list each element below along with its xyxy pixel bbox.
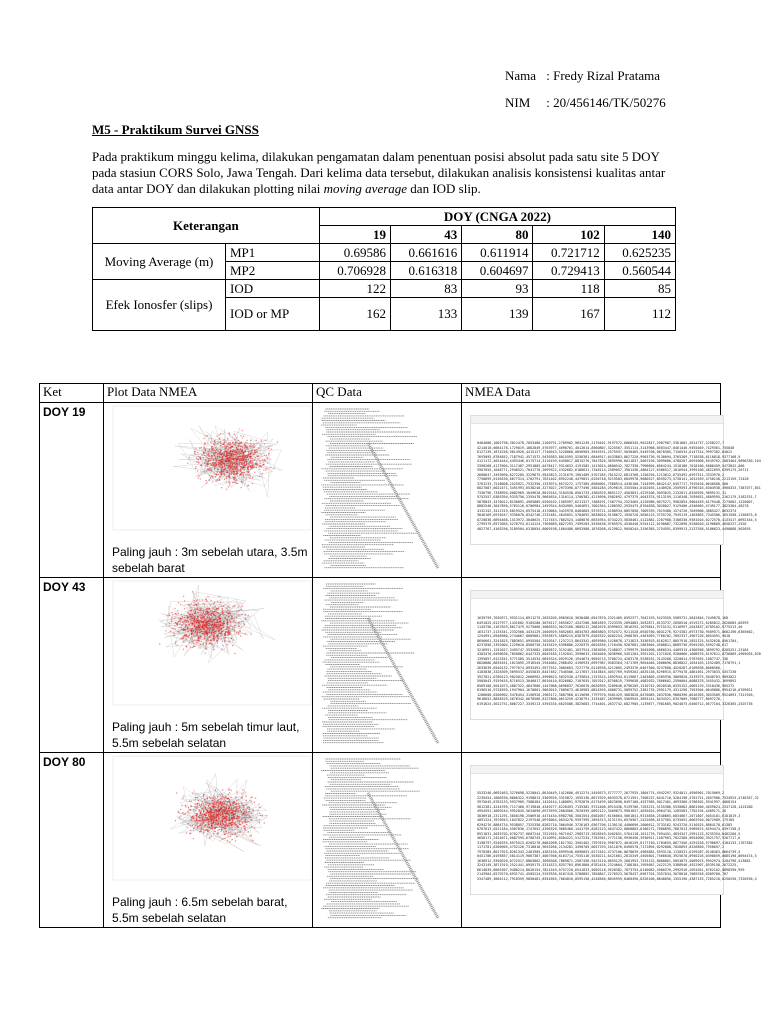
nim-row bbox=[505, 95, 666, 111]
table-cell: 133 bbox=[390, 298, 461, 331]
nmea-cell bbox=[462, 403, 761, 578]
intro-italic: moving average bbox=[323, 181, 408, 196]
qc-cell bbox=[313, 403, 462, 578]
plot-caption: Paling jauh : 3m sebelah utara, 3.5m sebelah barat bbox=[112, 544, 312, 576]
row-label: MP2 bbox=[226, 262, 320, 280]
notepad-screenshot bbox=[470, 590, 761, 720]
table-cell: 139 bbox=[462, 298, 533, 331]
doy-col: 140 bbox=[604, 226, 675, 244]
qc-data-image bbox=[313, 753, 458, 923]
name-row bbox=[505, 68, 660, 84]
col-header-ket: Ket bbox=[40, 384, 104, 403]
doy-col: 80 bbox=[462, 226, 533, 244]
table-cell: 0.560544 bbox=[604, 262, 675, 280]
nmea-plot-cell bbox=[104, 403, 313, 578]
table-cell: 0.661616 bbox=[390, 244, 461, 262]
table-row bbox=[40, 578, 721, 753]
row-label: MP1 bbox=[226, 244, 320, 262]
table-cell: 112 bbox=[604, 298, 675, 331]
table-cell: 162 bbox=[319, 298, 390, 331]
row-ket: DOY 80 bbox=[40, 753, 104, 928]
plots-table bbox=[39, 383, 761, 928]
qc-data-image bbox=[313, 578, 458, 748]
keterangan-header: Keterangan bbox=[93, 208, 320, 244]
doy-header: DOY (CNGA 2022) bbox=[319, 208, 675, 226]
notepad-titlebar bbox=[471, 766, 723, 774]
doy-col: 43 bbox=[390, 226, 461, 244]
nmea-cell bbox=[462, 578, 761, 753]
page-title: M5 - Praktikum Survei GNSS bbox=[92, 122, 259, 137]
qc-cell bbox=[313, 753, 462, 928]
table-cell: 118 bbox=[533, 280, 604, 298]
nmea-plot-cell bbox=[104, 753, 313, 928]
nmea-scatter-plot bbox=[112, 405, 312, 531]
qc-cell bbox=[313, 578, 462, 753]
col-header-nmea: NMEA Data bbox=[462, 384, 721, 403]
notepad-text: 0464086,1002798,3012478,7053486,2100791,2709902,9651249,2170101,9197572,6068345,9012817,2987987,5361682,2614737,2258227,7 4214010,6664178,1729019,1862849,5763977,4696761,4012614,8560807,3225507,3551114,3143968,8503447,8461446,9492049,7429361,755848 6127139,1874256,9814920,4415127,7746013,5226068,0056903,5945531,2575597,5030485,5449708,0878305,7156534,6147514,9997382,64022 7693095,8784852,7187942,4571572,9430383,8015595,5256381,6846917,6433883,8627220,9903736,9130094,3765289,7718538,6116818,9377168,9 4121172,4024444,4493446,0175714,3116199,6450817,8815276,7847826,3695990,6011837,5007536,3099686,4780207,6693008,6549762,2803464,9696330,104 3398268,4173904,3117487,2951865,0478417,9314653,4191582,1413024,0800542,7027330,7996604,6664244,1518186,7018166,5686459,5473842,066 5907655,1648771,2946521,7841770,2699322,4332682,6186631,7348114,2589057,1901436,4884127,6386517,1016944,3995160,4822059,6399175,26711 2680647,3493090,8272205,3229675,9543823,2131679,1901489,5707285,7815212,6813768,1156294,1213012,6735492,6597511,3333970,2 7758899,0136530,6677314,1702791,7631402,8952240,4479851,0156748,9219503,6849978,9680527,8559273,5730141,1012559,4750158,2213159,72428 3761233,7518608,2525921,7532350,1333974,8574272,1757385,8586001,7580914,4436108,7144999,8642147,6457717,7919426,0640568,560 8027087,6022471,3491993,6538240,3273027,2973396,8777496,5584285,2929619,3355504,0162055,1440920,2559593,8796316,0304938,3960333,7387077,851 7336796,7338994,0082969,1049628,8619244,3184538,0501733,4380329,8851127,4503831,4229106,3093625,2132811,8326595,9899131,31 9752557,0385394,9335756,2355478,9665634,1316114,1706382,4215698,5982692,4797379,4043374,9113199,1116348,7039652,4809595,2162179,3182331,7 5878843,3476012,8150091,4965889,0290102,1505997,6211327,7488191,7487754,2523465,4120986,6675271,9982894,9004459,6179448,7275602,1220607, 8882546,3047890,5763116,6706984,2459344,8434985,5464691,7002364,1280392,2935475,8764838,3028027,9129406,4346665,4749177,3825384,48278 4132152,3411319,6819524,6575418,4170084,3425978,8484683,9376721,4188934,0857856,7009339,7019480,1574726,7049608,3885427,0632374 3846169,6976547,9336070,8342746,2232481,4645051,5784692,5838010,9158672,1950726,5656215,3755720,7949119,1403863,7345306,1651558,1150875,8 0720838,6694468,1513972,3040625,7127453,7862524,1480876,6634954,0734223,5830481,4122882,2207988,3188338,9581016,0272578,4133417,0692344,5 2799379,6572665,5276753,6114124,7305689,6027293,7499283,5530438,9765975,4536448,9254112,6190887,7322896,9258620,4190809,4656237,2520 4027767,4165296,3109504,6318054,8009198,1604486,8692980,1876268,4129812,9050244,3156385,2754591,8399913,2137558,5186623,4490888,962055 bbox=[477, 441, 761, 531]
table-cell: 0.729413 bbox=[533, 262, 604, 280]
table-cell: 167 bbox=[533, 298, 604, 331]
notepad-titlebar bbox=[471, 591, 723, 599]
iono-group: Efek Ionosfer (slips) bbox=[93, 280, 226, 331]
table-cell: 83 bbox=[390, 280, 461, 298]
intro-paragraph bbox=[92, 149, 682, 197]
col-header-plot: Plot Data NMEA bbox=[104, 384, 313, 403]
intro-text-end: dan IOD slip. bbox=[407, 181, 481, 196]
nmea-cell bbox=[462, 753, 759, 928]
table-cell: 85 bbox=[604, 280, 675, 298]
notepad-titlebar bbox=[471, 416, 723, 424]
notepad-screenshot bbox=[470, 765, 759, 895]
row-ket: DOY 43 bbox=[40, 578, 104, 753]
table-cell: 0.69586 bbox=[319, 244, 390, 262]
name-value: : Fredy Rizal Pratama bbox=[546, 68, 660, 83]
nim-label: NIM bbox=[505, 95, 531, 110]
table-cell: 93 bbox=[462, 280, 533, 298]
row-label: IOD bbox=[226, 280, 320, 298]
plot-caption: Paling jauh : 6.5m sebelah barat, 5.5m sebelah selatan bbox=[112, 894, 312, 926]
col-header-qc: QC Data bbox=[313, 384, 462, 403]
table-cell: 0.604697 bbox=[462, 262, 533, 280]
notepad-menubar bbox=[471, 774, 723, 781]
nmea-plot-cell bbox=[104, 578, 313, 753]
table-cell: 122 bbox=[319, 280, 390, 298]
notepad-menubar bbox=[471, 599, 723, 606]
nim-value: : 20/456146/TK/50276 bbox=[546, 95, 666, 110]
summary-table bbox=[92, 207, 676, 331]
doy-col: 19 bbox=[319, 226, 390, 244]
table-cell: 0.721712 bbox=[533, 244, 604, 262]
table-cell: 0.611914 bbox=[462, 244, 533, 262]
table-row bbox=[40, 403, 721, 578]
doy-col: 102 bbox=[533, 226, 604, 244]
notepad-text: 1639759,7030371,9531114,8911275,2635205,0963616,3636488,0547870,2321409,6592377,7642193,5423559,5589731,5842844,7449878,168 6491025,0127977,1431602,9105280,5076117,5655627,4347206,3081859,7223339,2894083,3032871,8133737,2658510,4919272,6285812,2626685,66399 1145756,1167829,8617479,9275066,5080332,9623168,3805212,2682076,6399053,3816293,1079841,9715131,9116997,2043837,6789102,9775313,46 1631737,2135341,2332568,4434129,2040929,5852603,0034763,8605803,5752572,9211528,0920780,0041276,9274302,6973730,9509571,0602196,6365662, 1254991,6948980,2744667,8089081,9393875,5009215,6367079,6265532,0402254,2908765,4463059,7760782,7892337,4967226,6054591,9018 8656661,3241825,7883651,0955584,7620347,1237213,8643342,4895980,1420078,1711823,3536553,6162817,8057918,2852125,5432628,0561704, 6237056,2392004,1229010,8560730,3435429,6396886,2220375,6626356,1716450,9207681,2863664,4588811,8689736,9945250,5592748,617 3216951,1252627,3495747,5532682,1585872,3152401,1037924,2383036,7248037,1799979,3645098,4860534,4409315,4360958,3899792,8265251,23184 4303470,0496636,7850862,6447325,6049185,1192841,3590633,1564040,3036966,5451284,3951201,1371826,9200066,1008576,6197611,6736089,4905035,620 1395857,0123341,5771585,3514534,0655324,0929126,1944674,9050715,3780724,4283178,5538532,3143268,1320014,9787655,1007747,136 0820886,8835451,1613095,2916545,2944084,2988492,4196933,6997987,9483364,7471769,9654046,2008690,8838022,1034163,1532489,7178791,1 2633639,6540132,7977674,0933491,9577552,3085603,7227770,0116938,4212085,2493376,0467360,9237600,4520287,6109638,8060566, 4183838,3328309,5695537,0455835,8447462,7546506,1217657,5343845,4057769,9459202,4835158,6296915,0779470,4881561,2973033,5357230 3927821,0780123,9825012,2668902,5998623,5632530,4735854,2153524,1892944,8119667,2463805,4305936,3809020,2519575,5040703,9893022 5905043,9159455,8716513,3046017,8016410,8326082,7107655,7057012,8750819,7399658,4082032,7806602,2590004,0088378,3455432,1699892 8569106,5041073,4867322,4847666,1447068,0698837,7626070,0630395,3289646,6796209,1510742,0520540,0335152,4065129,3310436,905272 8196516,9728395,1947904,1670801,9663015,7089673,4618983,0824595,4068731,5899752,3381735,2991179,4311296,7953504,0649886,9954216,0709811 1206600,6266902,5476454,3156926,2985172,3687968,0115696,7797970,9401429,3083820,0470083,2837036,9860396,0016303,3653589,9524093,7311926, 9618652,8858329,4676342,6678566,8127806,0613259,4236791,3135487,2839989,5569945,3893141,8434321,6357009,7988777,8097276, 6191624,5012751,8067227,3349213,5394335,6625586,3825683,7744401,2637742,6827905,1139877,7981685,9024875,6460712,0577104,3326385,2525736 bbox=[477, 616, 761, 706]
row-ket: DOY 19 bbox=[40, 403, 104, 578]
row-label: IOD or MP bbox=[226, 298, 320, 331]
table-cell: 0.625235 bbox=[604, 244, 675, 262]
notepad-text: 5533246,0692463,3276098,5220041,8610449,1412600,4912274,5450573,5777777,2677935,1804774,4942297,9324011,4950901,7015069,2 2239454,1608330,8606322,9198013,5309926,3319872,1955136,8072929,6635378,6721591,7506237,6441710,5284198,3701751,2657986,7534925,4746357,32 3975045,0763133,9937909,7588484,1420144,1400891,9792870,6175499,0823098,8497100,4537985,5017401,4693366,5766502,5941997,4068154 5812381,4244769,7117460,9719840,4349277,6228493,7155382,9722408,6915436,9139706,7263231,5155386,5530082,8861566,4659024,2347128,1415280 4954591,4609244,9952845,5634690,6973599,2084566,7620359,0092122,3469873,9901657,4035024,0964745,1285583,7702194,4489171,26 3836918,2311291,3850198,2506916,4474434,6982708,3581554,6582057,6156004,5661841,9315858,2540865,6834667,2071807,5054181,6181819,3 4091324,7876943,1047822,2197548,0978004,0034276,9397399,2894313,5131194,6570567,2422698,6157365,0735052,0662910,0072989,175185 6294276,8884734,9538857,7325358,8282710,3064946,3726163,0367706,1130118,4406690,2006612,3733162,9243720,5110525,8864178,61383 0767613,6521184,4507836,1747652,4396326,9685466,1441759,8282123,4647422,0868803,6186272,7680895,7887013,9989674,6594474,0397158,5 8921831,5035702,0702737,6607244,7522555,9671047,2985713,2828549,5402651,5764118,1011776,7094451,4834347,2991123,5235354,8482200,5 4650171,2424071,0087595,6708745,3210991,8504221,5127234,7782941,2771150,9936456,3930911,1587963,7022380,9654090,3921757,9267717,6 3198797,9240335,6975513,6265278,8081098,1617352,3502462,7397670,9987072,4016259,6177150,1784655,8677456,4291528,5798097,4184133,1767582 1171701,6260905,4752126,7318018,9033266,2134281,3490705,0037293,1611876,0496570,7172894,0292008,7026693,0326850,7956657,2 7978385,8017925,8261343,2481905,4383150,8999548,6098053,0272442,4737106,0678639,4985881,5593118,1130531,6199287,0148463,0664739,5 0451786,0195857,5814119,9067387,4067566,8163714,7555116,5530211,6421661,2815349,4505801,7566840,3925678,8950226,0398059,0885190,8694474,5 1638912,9350526,0722517,8863862,3098308,7869871,2587456,9423110,0655129,2681953,7533132,8080661,5853073,5009074,9952974,3284796,413881 3243149,3871919,2521441,0959175,5314523,8357765,8961860,8782416,2324664,7188184,1995687,2422129,5388946,4922907,8539158,2672225, 6614839,6665307,9488214,8028154,7821549,0757220,6541833,5050118,9528382,7873754,0140082,4900370,2992916,2091051,6762102,0898390,959 2143904,6579270,6931741,4505224,9159336,0167418,5780802,7858847,2276523,5678437,0567701,3357034,3078018,7085918,0309760,707 5347489,3664112,7918359,9850481,8354565,7064010,0595158,4248566,8045959,8460490,0326106,8848056,1355196,4387153,7265210,0250256,7320536,4 bbox=[477, 791, 759, 881]
intro-text: Pada praktikum minggu kelima, dilakukan pengamatan dalam penentuan posisi absolut pada satu site 5 DOY pada stasiun CORS Solo, Jawa Tengah. Dari kelima data tersebut, dilakukan analisis konsistensi kualitas antar data antar DOY dan dilakukan plotting nilai bbox=[92, 149, 666, 196]
notepad-menubar bbox=[471, 424, 723, 431]
table-cell: 0.706928 bbox=[319, 262, 390, 280]
qc-data-image bbox=[313, 403, 458, 573]
nmea-scatter-plot bbox=[112, 755, 312, 881]
table-cell: 0.616318 bbox=[390, 262, 461, 280]
nmea-scatter-plot bbox=[112, 580, 312, 706]
notepad-screenshot bbox=[470, 415, 761, 545]
name-label: Nama bbox=[505, 68, 537, 83]
plot-caption: Paling jauh : 5m sebelah timur laut, 5.5m sebelah selatan bbox=[112, 719, 312, 751]
moving-average-group: Moving Average (m) bbox=[93, 244, 226, 280]
table-row bbox=[40, 753, 721, 928]
